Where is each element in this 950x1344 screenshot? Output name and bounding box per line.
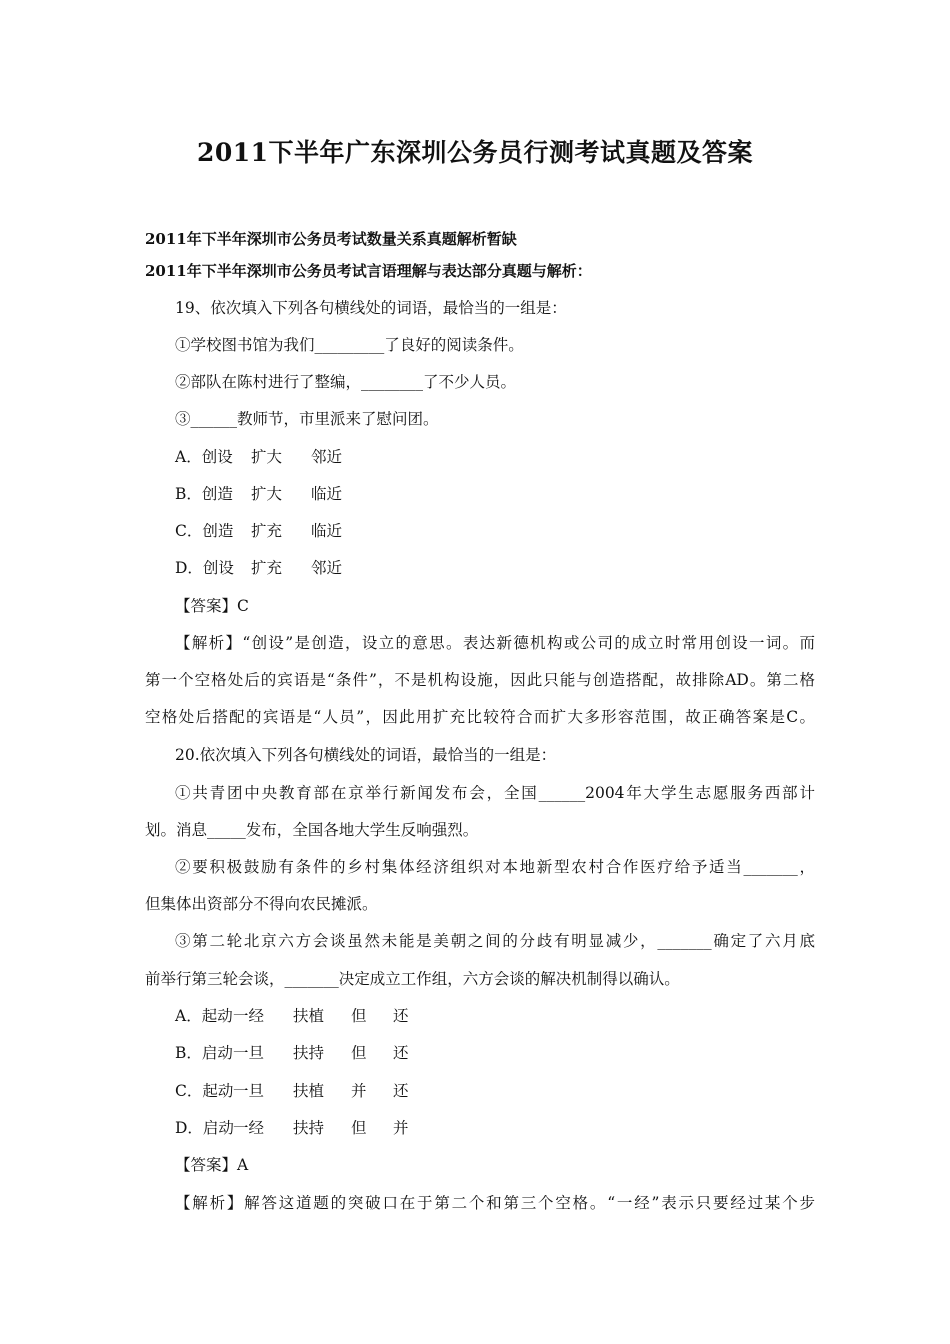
q19-option-b — [175, 487, 845, 503]
option-word: 并 — [351, 1082, 367, 1100]
option-word: 一旦 — [233, 1082, 265, 1100]
option-word: 临近 — [311, 485, 343, 503]
section-heading-quantity: 2011年下半年深圳市公务员考试数量关系真题解析暂缺 — [145, 230, 517, 248]
option-word: D．启动 — [175, 1119, 234, 1137]
option-word: 扩大 — [251, 485, 283, 503]
option-word: 一经 — [233, 1119, 265, 1137]
option-word: 一经 — [233, 1007, 265, 1025]
q20-answer: 【答案】A — [175, 1156, 249, 1174]
option-word: A．创设 — [175, 448, 233, 466]
q19-analysis-line: 【解析】“创设”是创造，设立的意思。表达新德机构或公司的成立时常用创设一词。而 — [175, 634, 815, 652]
option-word: 扶植 — [293, 1007, 325, 1025]
q19-sentence-3: ③______教师节，市里派来了慰问团。 — [175, 410, 439, 428]
q19-sentence-1: ①学校图书馆为我们_________了良好的阅读条件。 — [175, 336, 524, 354]
q19-analysis-line: 空格处后搭配的宾语是“人员”，因此用扩充比较符合而扩大多形容范围，故正确答案是C。 — [145, 708, 815, 726]
q19-option-d — [175, 561, 845, 577]
option-word: 一旦 — [233, 1044, 265, 1062]
option-word: 扩大 — [251, 448, 283, 466]
option-word: 扶持 — [293, 1044, 325, 1062]
q20-option-b — [175, 1046, 845, 1062]
q19-analysis-line: 第一个空格处后的宾语是“条件”，不是机构设施，因此只能与创造搭配，故排除AD。第二格 — [145, 671, 815, 689]
q20-sentence-1-cont: 划。消息_____发布，全国各地大学生反响强烈。 — [145, 821, 479, 839]
option-word: 临近 — [311, 522, 343, 540]
q20-stem: 20.依次填入下列各句横线处的词语，最恰当的一组是： — [175, 746, 557, 764]
option-word: 并 — [393, 1119, 409, 1137]
option-word: 邻近 — [311, 559, 343, 577]
option-word: 但 — [351, 1119, 367, 1137]
q20-option-d — [175, 1121, 845, 1137]
section-heading-verbal: 2011年下半年深圳市公务员考试言语理解与表达部分真题与解析： — [145, 262, 592, 280]
option-word: B．启动 — [175, 1044, 233, 1062]
option-word: 但 — [351, 1007, 367, 1025]
q20-sentence-3: ③第二轮北京六方会谈虽然未能是美朝之间的分歧有明显减少，_______确定了六月底 — [175, 932, 815, 950]
q20-sentence-2: ②要积极鼓励有条件的乡村集体经济组织对本地新型农村合作医疗给予适当_______， — [175, 858, 815, 876]
option-word: 还 — [393, 1007, 409, 1025]
q20-analysis-line: 【解析】解答这道题的突破口在于第二个和第三个空格。“一经”表示只要经过某个步 — [175, 1194, 815, 1212]
q19-option-a — [175, 450, 845, 466]
option-word: 扶持 — [293, 1119, 325, 1137]
option-word: 扶植 — [293, 1082, 325, 1100]
option-word: 扩充 — [251, 522, 283, 540]
q20-option-c — [175, 1084, 845, 1100]
q20-sentence-1: ①共青团中央教育部在京举行新闻发布会，全国______2004年大学生志愿服务西部计 — [175, 784, 815, 802]
option-word: C．创造 — [175, 522, 234, 540]
q19-option-c — [175, 524, 845, 540]
option-word: 扩充 — [251, 559, 283, 577]
q20-sentence-3-cont: 前举行第三轮会谈，_______决定成立工作组，六方会谈的解决机制得以确认。 — [145, 970, 680, 988]
q20-sentence-2-cont: 但集体出资部分不得向农民摊派。 — [145, 895, 378, 913]
option-word: 但 — [351, 1044, 367, 1062]
option-word: 邻近 — [311, 448, 343, 466]
option-word: A．起动 — [175, 1007, 233, 1025]
option-word: B．创造 — [175, 485, 233, 503]
q19-answer: 【答案】C — [175, 597, 249, 615]
document-title: 2011下半年广东深圳公务员行测考试真题及答案 — [196, 138, 754, 167]
option-word: 还 — [393, 1044, 409, 1062]
option-word: C．起动 — [175, 1082, 234, 1100]
q19-sentence-2: ②部队在陈村进行了整编，________了不少人员。 — [175, 373, 517, 391]
option-word: D．创设 — [175, 559, 234, 577]
option-word: 还 — [393, 1082, 409, 1100]
q19-stem: 19、依次填入下列各句横线处的词语，最恰当的一组是： — [175, 299, 567, 317]
q20-option-a — [175, 1009, 845, 1025]
